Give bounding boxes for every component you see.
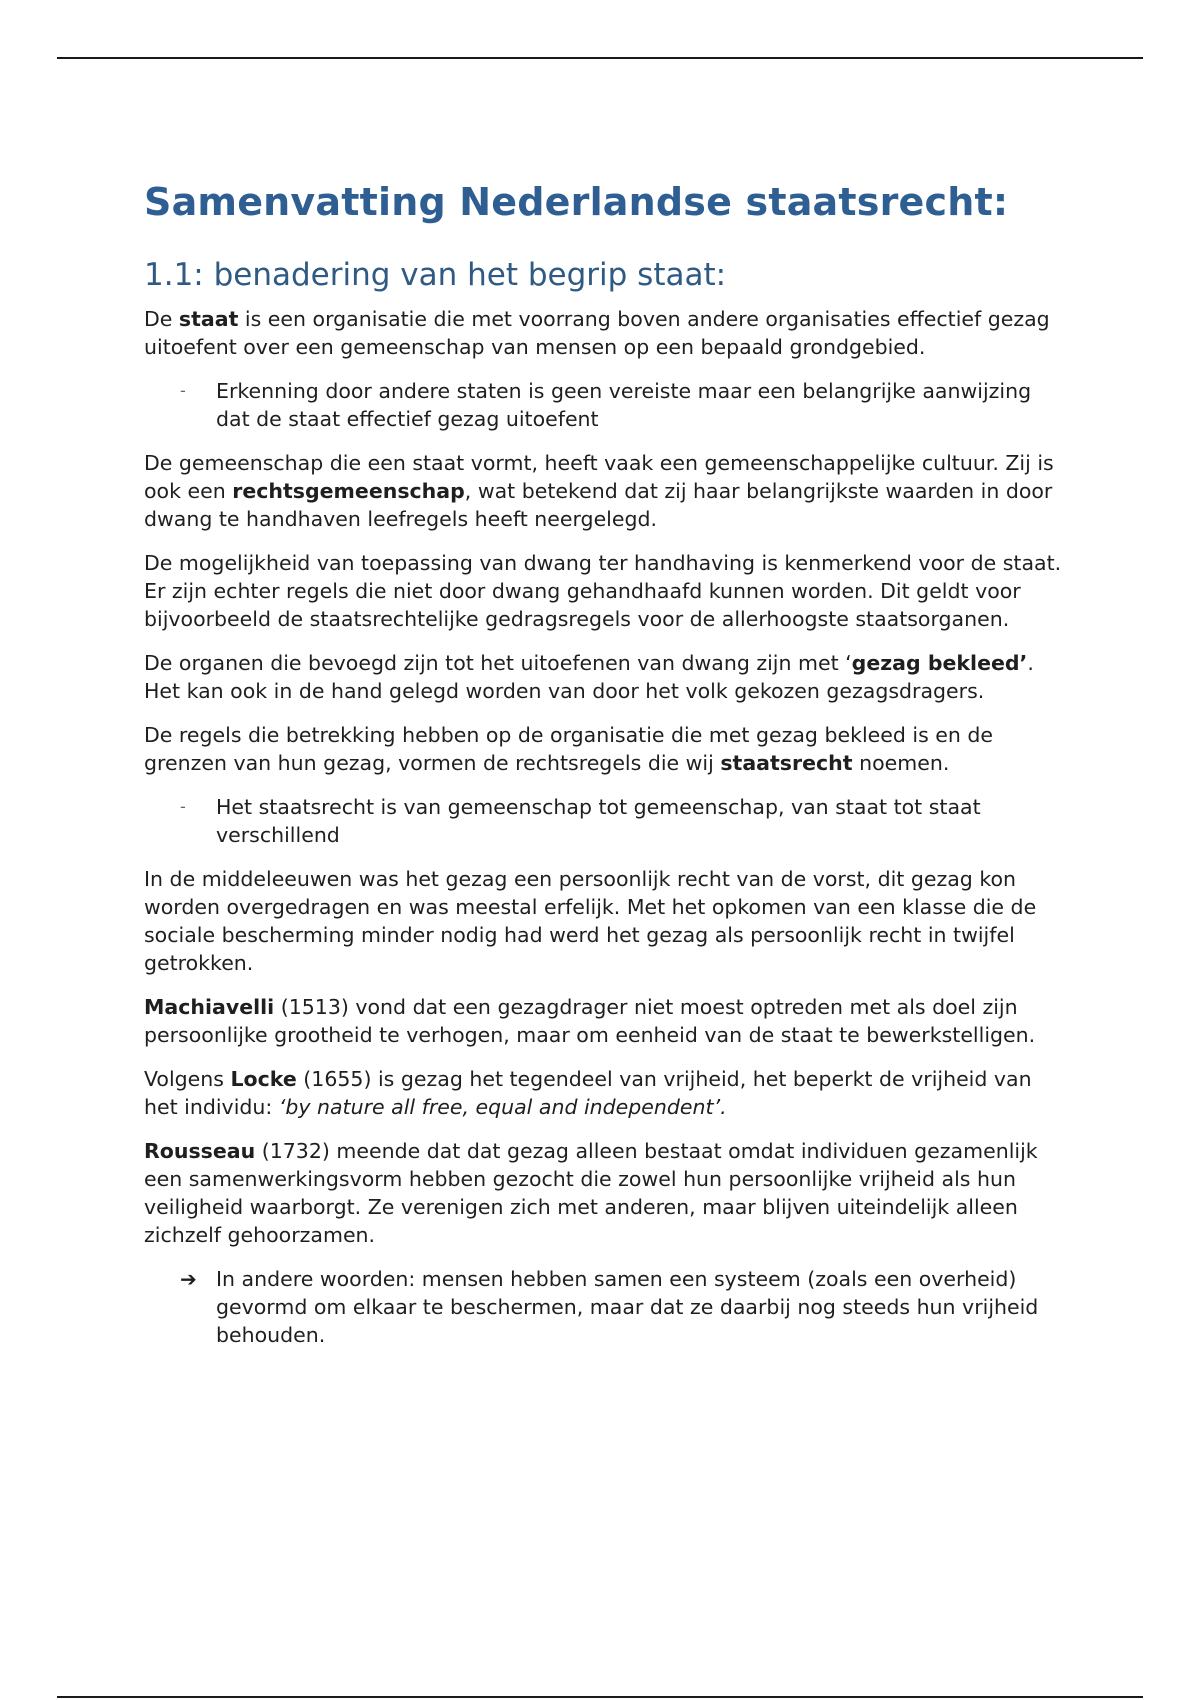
paragraph-definition: De staat is een organisatie die met voorrang boven andere organisaties effectief gezag uitoefent over een gemeenschap van mensen op een bepaald grondgebied.: [144, 307, 1050, 359]
locke-quote: ‘by nature all free, equal and independent’.: [278, 1095, 727, 1119]
term-staat: staat: [178, 307, 239, 331]
document-page: [144, 177, 1064, 1365]
section-heading: 1.1: benadering van het begrip staat:: [144, 257, 727, 293]
term-gezag-bekleed: gezag bekleed’: [851, 651, 1028, 675]
paragraph-machiavelli: Machiavelli (1513) vond dat een gezagdrager niet moest optreden met als doel zijn persoonlijke grootheid te verhogen, maar om eenheid van de staat te bewerkstelligen.: [144, 995, 1036, 1047]
list-item: - Het staatsrecht is van gemeenschap tot gemeenschap, van staat tot staat verschillend: [180, 795, 981, 847]
term-rousseau: Rousseau: [144, 1139, 256, 1163]
arrow-list: [144, 1265, 1064, 1349]
term-machiavelli: Machiavelli: [144, 995, 275, 1019]
paragraph-rechtsgemeenschap: De gemeenschap die een staat vormt, heeft vaak een gemeenschappelijke cultuur. Zij is ook een rechtsgemeenschap, wat betekend dat zij haar belangrijkste waarden in door dwang te handhaven leefregels heeft neergelegd.: [144, 451, 1054, 531]
dash-bullet-icon: -: [180, 381, 186, 400]
bullet-list: [144, 377, 1064, 433]
arrow-right-icon: ➔: [180, 1267, 197, 1291]
document-title: Samenvatting Nederlandse staatsrecht:: [144, 180, 1009, 224]
term-locke: Locke: [230, 1067, 297, 1091]
paragraph-rousseau: Rousseau (1732) meende dat dat gezag alleen bestaat omdat individuen gezamenlijk een samenwerkingsvorm hebben gezocht die zowel hun persoonlijke vrijheid als hun veiligheid waarborgt. Ze verenigen zich met anderen, maar blijven uiteindelijk alleen zichzelf gehoorzamen.: [144, 1139, 1038, 1247]
paragraph-dwang: De mogelijkheid van toepassing van dwang ter handhaving is kenmerkend voor de staat. Er zijn echter regels die niet door dwang gehandhaafd kunnen worden. Dit geldt voor bijvoorbeeld de staatsrechtelijke gedragsregels voor de allerhoogste staatsorganen.: [144, 551, 1062, 631]
paragraph-locke: Volgens Locke (1655) is gezag het tegendeel van vrijheid, het beperkt de vrijheid van het individu: ‘by nature all free, equal and independent’.: [144, 1067, 1032, 1119]
dash-bullet-icon: -: [180, 797, 186, 816]
bullet-list: [144, 793, 1064, 849]
list-item: - Erkenning door andere staten is geen vereiste maar een belangrijke aanwijzing dat de staat effectief gezag uitoefent: [180, 379, 1032, 431]
paragraph-staatsrecht: De regels die betrekking hebben op de organisatie die met gezag bekleed is en de grenzen van hun gezag, vormen de rechtsregels die wij staatsrecht noemen.: [144, 723, 994, 775]
footer-rule: [57, 1696, 1143, 1698]
term-staatsrecht: staatsrecht: [720, 751, 853, 775]
header-rule: [57, 57, 1143, 59]
paragraph-middeleeuwen: In de middeleeuwen was het gezag een persoonlijk recht van de vorst, dit gezag kon worden overgedragen en was meestal erfelijk. Met het opkomen van een klasse die de sociale bescherming minder nodig had werd het gezag als persoonlijk recht in twijfel getrokken.: [144, 867, 1037, 975]
paragraph-gezag-bekleed: De organen die bevoegd zijn tot het uitoefenen van dwang zijn met ‘gezag bekleed’. Het kan ook in de hand gelegd worden van door het volk gekozen gezagsdragers.: [144, 651, 1034, 703]
list-item: ➔ In andere woorden: mensen hebben samen een systeem (zoals een overheid) gevormd om elkaar te beschermen, maar dat ze daarbij nog steeds hun vrijheid behouden.: [180, 1267, 1039, 1347]
term-rechtsgemeenschap: rechtsgemeenschap: [232, 479, 465, 503]
